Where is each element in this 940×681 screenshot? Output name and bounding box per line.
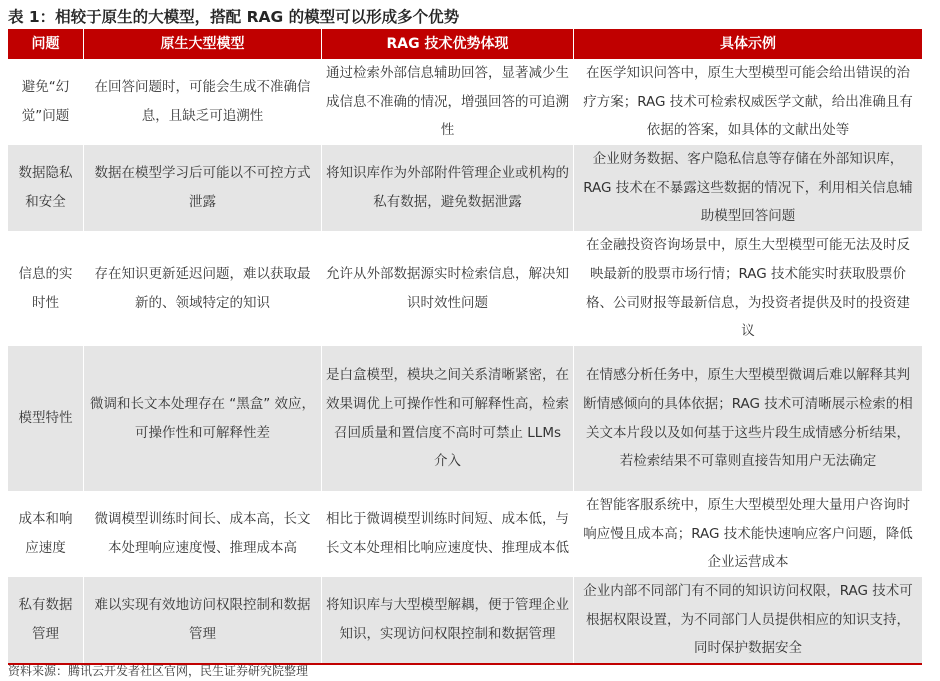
table-header-row	[8, 29, 922, 59]
cell-rag: 相比于微调模型训练时间短、成本低，与长文本处理相比响应速度快、推理成本低	[322, 491, 574, 577]
cell-rag: 将知识库与大型模型解耦，便于管理企业知识，实现访问权限控制和数据管理	[322, 577, 574, 663]
header-rag-advantage: RAG 技术优势体现	[322, 29, 574, 59]
comparison-table	[8, 29, 922, 665]
cell-native: 存在知识更新延迟问题，难以获取最新的、领域特定的知识	[84, 231, 322, 346]
cell-rag: 允许从外部数据源实时检索信息，解决知识时效性问题	[322, 231, 574, 346]
cell-problem: 成本和响应速度	[8, 491, 84, 577]
cell-rag: 是白盒模型，模块之间关系清晰紧密，在效果调优上可操作性和可解释性高，检索召回质量和置信度不高时可禁止 LLMs 介入	[322, 346, 574, 491]
cell-native: 难以实现有效地访问权限控制和数据管理	[84, 577, 322, 663]
cell-problem: 避免“幻觉”问题	[8, 59, 84, 145]
cell-problem: 数据隐私和安全	[8, 145, 84, 231]
cell-problem: 模型特性	[8, 346, 84, 491]
cell-example: 在情感分析任务中，原生大型模型微调后难以解释其判断情感倾向的具体依据；RAG 技术可清晰展示检索的相关文本片段以及如何基于这些片段生成情感分析结果，若检索结果不可靠则直接告知用户无法确定	[583, 367, 913, 470]
header-problem: 问题	[8, 29, 84, 59]
cell-example: 在医学知识问答中，原生大型模型可能会给出错误的治疗方案；RAG 技术可检索权威医学文献，给出准确且有依据的答案，如具体的文献出处等	[583, 65, 913, 139]
cell-example: 在金融投资咨询场景中，原生大型模型可能无法及时反映最新的股票市场行情；RAG 技术能实时获取股票价格、公司财报等最新信息，为投资者提供及时的投资建议	[586, 237, 910, 340]
cell-rag: 通过检索外部信息辅助回答，显著减少生成信息不准确的情况，增强回答的可追溯性	[322, 59, 574, 145]
table-row	[8, 145, 922, 231]
table-row	[8, 231, 922, 346]
cell-problem: 私有数据管理	[8, 577, 84, 663]
cell-problem: 信息的实时性	[8, 231, 84, 346]
cell-native: 微调和长文本处理存在 “黑盒” 效应，可操作性和可解释性差	[84, 346, 322, 491]
cell-example: 在智能客服系统中，原生大型模型处理大量用户咨询时响应慢且成本高；RAG 技术能快速响应客户问题，降低企业运营成本	[583, 497, 913, 571]
table-row	[8, 346, 922, 491]
cell-example: 企业财务数据、客户隐私信息等存储在外部知识库，RAG 技术在不暴露这些数据的情况下，利用相关信息辅助模型回答问题	[583, 151, 913, 225]
cell-native: 在回答问题时，可能会生成不准确信息，且缺乏可追溯性	[84, 59, 322, 145]
table-row	[8, 491, 922, 577]
cell-rag: 将知识库作为外部附件管理企业或机构的私有数据，避免数据泄露	[322, 145, 574, 231]
cell-example: 企业内部不同部门有不同的知识访问权限，RAG 技术可根据权限设置，为不同部门人员提供相应的知识支持，同时保护数据安全	[583, 583, 913, 657]
table-title: 表 1：相较于原生的大模型，搭配 RAG 的模型可以形成多个优势	[8, 8, 460, 26]
cell-native: 微调模型训练时间长、成本高，长文本处理响应速度慢、推理成本高	[84, 491, 322, 577]
cell-native: 数据在模型学习后可能以不可控方式泄露	[84, 145, 322, 231]
header-native-model: 原生大型模型	[84, 29, 322, 59]
source-note: 资料来源：腾讯云开发者社区官网，民生证券研究院整理	[8, 664, 309, 678]
header-example: 具体示例	[720, 36, 776, 52]
table-row	[8, 577, 922, 663]
table-row	[8, 59, 922, 145]
